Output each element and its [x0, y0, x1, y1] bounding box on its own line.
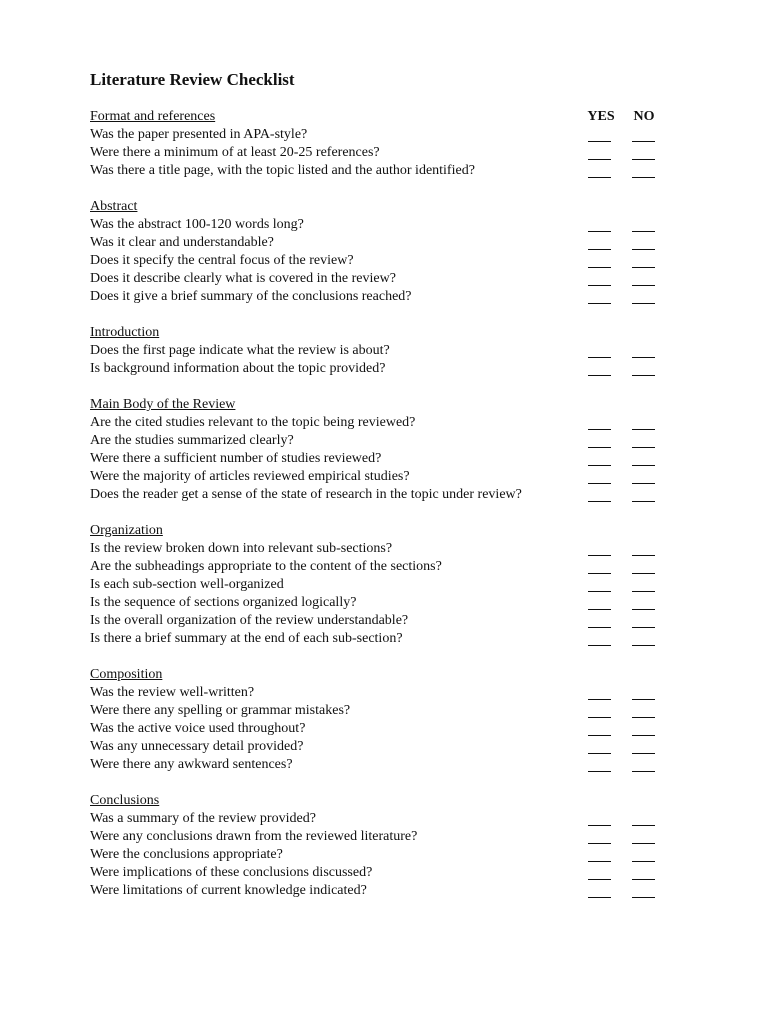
yes-answer-blank[interactable] [588, 771, 611, 772]
no-answer-blank[interactable] [632, 555, 655, 556]
yes-answer-blank[interactable] [588, 177, 611, 178]
checklist-item-text: Does it describe clearly what is covered in the review? [90, 271, 396, 286]
checklist-item [90, 846, 690, 864]
yes-answer-blank[interactable] [588, 627, 611, 628]
yes-answer-blank[interactable] [588, 609, 611, 610]
checklist-item-text: Were any conclusions drawn from the reviewed literature? [90, 829, 418, 844]
checklist-item-text: Were there a minimum of at least 20-25 references? [90, 145, 380, 160]
yes-answer-blank[interactable] [588, 843, 611, 844]
checklist-item [90, 540, 690, 558]
checklist-item-text: Is there a brief summary at the end of each sub-section? [90, 631, 403, 646]
no-answer-blank[interactable] [632, 303, 655, 304]
checklist-item-text: Is each sub-section well-organized [90, 577, 284, 592]
checklist-item-text: Is the review broken down into relevant sub-sections? [90, 541, 393, 556]
checklist-item [90, 486, 690, 504]
checklist-item [90, 252, 690, 270]
yes-answer-blank[interactable] [588, 159, 611, 160]
checklist-item [90, 612, 690, 630]
yes-answer-blank[interactable] [588, 753, 611, 754]
checklist-item-text: Was the paper presented in APA-style? [90, 127, 308, 142]
checklist-item [90, 828, 690, 846]
checklist-item [90, 558, 690, 576]
column-header-yes: YES [587, 109, 615, 124]
checklist-item-text: Does it specify the central focus of the review? [90, 253, 354, 268]
no-answer-blank[interactable] [632, 735, 655, 736]
checklist-item-text: Were the majority of articles reviewed empirical studies? [90, 469, 410, 484]
no-answer-blank[interactable] [632, 501, 655, 502]
section-heading: Composition [90, 667, 163, 682]
section-heading: Format and references [90, 109, 216, 124]
section-composition [90, 666, 690, 774]
checklist-item-text: Was any unnecessary detail provided? [90, 739, 304, 754]
checklist-item [90, 126, 690, 144]
section-introduction [90, 324, 690, 378]
checklist-item-text: Were the conclusions appropriate? [90, 847, 283, 862]
no-answer-blank[interactable] [632, 717, 655, 718]
no-answer-blank[interactable] [632, 159, 655, 160]
no-answer-blank[interactable] [632, 897, 655, 898]
no-answer-blank[interactable] [632, 753, 655, 754]
section-heading: Abstract [90, 199, 138, 214]
yes-answer-blank[interactable] [588, 303, 611, 304]
section-main-body [90, 396, 690, 504]
checklist-item-text: Was the abstract 100-120 words long? [90, 217, 304, 232]
no-answer-blank[interactable] [632, 771, 655, 772]
checklist-item-text: Were limitations of current knowledge indicated? [90, 883, 367, 898]
yes-answer-blank[interactable] [588, 465, 611, 466]
checklist-item [90, 234, 690, 252]
checklist-item [90, 450, 690, 468]
yes-answer-blank[interactable] [588, 735, 611, 736]
yes-answer-blank[interactable] [588, 825, 611, 826]
checklist-item [90, 144, 690, 162]
checklist-item-text: Was the active voice used throughout? [90, 721, 306, 736]
yes-answer-blank[interactable] [588, 483, 611, 484]
no-answer-blank[interactable] [632, 447, 655, 448]
no-answer-blank[interactable] [632, 879, 655, 880]
checklist-item [90, 738, 690, 756]
checklist-item-text: Are the studies summarized clearly? [90, 433, 294, 448]
checklist-item-text: Were implications of these conclusions discussed? [90, 865, 373, 880]
checklist-item [90, 720, 690, 738]
checklist-item-text: Was it clear and understandable? [90, 235, 274, 250]
checklist-item [90, 756, 690, 774]
no-answer-blank[interactable] [632, 177, 655, 178]
no-answer-blank[interactable] [632, 861, 655, 862]
checklist-item [90, 810, 690, 828]
yes-answer-blank[interactable] [588, 699, 611, 700]
section-heading: Organization [90, 523, 163, 538]
no-answer-blank[interactable] [632, 699, 655, 700]
column-header-no: NO [633, 109, 655, 124]
yes-answer-blank[interactable] [588, 861, 611, 862]
checklist-item [90, 288, 690, 306]
checklist-item [90, 414, 690, 432]
yes-answer-blank[interactable] [588, 501, 611, 502]
no-answer-blank[interactable] [632, 645, 655, 646]
yes-answer-blank[interactable] [588, 591, 611, 592]
checklist-item [90, 216, 690, 234]
no-answer-blank[interactable] [632, 573, 655, 574]
checklist-item [90, 630, 690, 648]
checklist-item [90, 882, 690, 900]
no-answer-blank[interactable] [632, 843, 655, 844]
yes-answer-blank[interactable] [588, 897, 611, 898]
yes-answer-blank[interactable] [588, 573, 611, 574]
checklist-item [90, 468, 690, 486]
no-answer-blank[interactable] [632, 141, 655, 142]
checklist-item [90, 342, 690, 360]
section-abstract [90, 198, 690, 306]
yes-answer-blank[interactable] [588, 879, 611, 880]
checklist-item [90, 270, 690, 288]
no-answer-blank[interactable] [632, 465, 655, 466]
checklist-item-text: Is the overall organization of the review understandable? [90, 613, 409, 628]
yes-answer-blank[interactable] [588, 249, 611, 250]
checklist-item-text: Were there any spelling or grammar mistakes? [90, 703, 351, 718]
checklist-item-text: Was a summary of the review provided? [90, 811, 316, 826]
checklist-item [90, 432, 690, 450]
yes-answer-blank[interactable] [588, 267, 611, 268]
no-answer-blank[interactable] [632, 429, 655, 430]
no-answer-blank[interactable] [632, 825, 655, 826]
no-answer-blank[interactable] [632, 357, 655, 358]
checklist-item-text: Were there a sufficient number of studies reviewed? [90, 451, 382, 466]
checklist-item-text: Were there any awkward sentences? [90, 757, 293, 772]
section-conclusions [90, 792, 690, 900]
checklist-item [90, 594, 690, 612]
section-heading: Introduction [90, 325, 160, 340]
yes-answer-blank[interactable] [588, 357, 611, 358]
checklist-sections [90, 108, 690, 918]
section-heading: Conclusions [90, 793, 160, 808]
yes-answer-blank[interactable] [588, 717, 611, 718]
yes-answer-blank[interactable] [588, 285, 611, 286]
yes-answer-blank[interactable] [588, 375, 611, 376]
no-answer-blank[interactable] [632, 249, 655, 250]
checklist-item [90, 684, 690, 702]
checklist-item-text: Was there a title page, with the topic listed and the author identified? [90, 163, 475, 178]
yes-answer-blank[interactable] [588, 447, 611, 448]
section-heading: Main Body of the Review [90, 397, 236, 412]
checklist-item-text: Does the reader get a sense of the state of research in the topic under review? [90, 487, 522, 502]
checklist-item [90, 702, 690, 720]
yes-answer-blank[interactable] [588, 645, 611, 646]
no-answer-blank[interactable] [632, 483, 655, 484]
page-title: Literature Review Checklist [90, 70, 295, 89]
checklist-item-text: Was the review well-written? [90, 685, 255, 700]
yes-answer-blank[interactable] [588, 141, 611, 142]
checklist-item-text: Is background information about the topic provided? [90, 361, 386, 376]
yes-answer-blank[interactable] [588, 555, 611, 556]
section-organization [90, 522, 690, 648]
no-answer-blank[interactable] [632, 627, 655, 628]
checklist-item [90, 864, 690, 882]
checklist-item-text: Is the sequence of sections organized logically? [90, 595, 357, 610]
yes-answer-blank[interactable] [588, 429, 611, 430]
no-answer-blank[interactable] [632, 609, 655, 610]
no-answer-blank[interactable] [632, 375, 655, 376]
checklist-item [90, 360, 690, 378]
no-answer-blank[interactable] [632, 267, 655, 268]
no-answer-blank[interactable] [632, 591, 655, 592]
yes-answer-blank[interactable] [588, 231, 611, 232]
checklist-item-text: Are the cited studies relevant to the topic being reviewed? [90, 415, 416, 430]
checklist-item [90, 162, 690, 180]
checklist-item-text: Does it give a brief summary of the conclusions reached? [90, 289, 412, 304]
no-answer-blank[interactable] [632, 285, 655, 286]
section-format-and-references [90, 108, 690, 180]
checklist-item-text: Are the subheadings appropriate to the content of the sections? [90, 559, 442, 574]
checklist-item-text: Does the first page indicate what the review is about? [90, 343, 390, 358]
no-answer-blank[interactable] [632, 231, 655, 232]
checklist-item [90, 576, 690, 594]
